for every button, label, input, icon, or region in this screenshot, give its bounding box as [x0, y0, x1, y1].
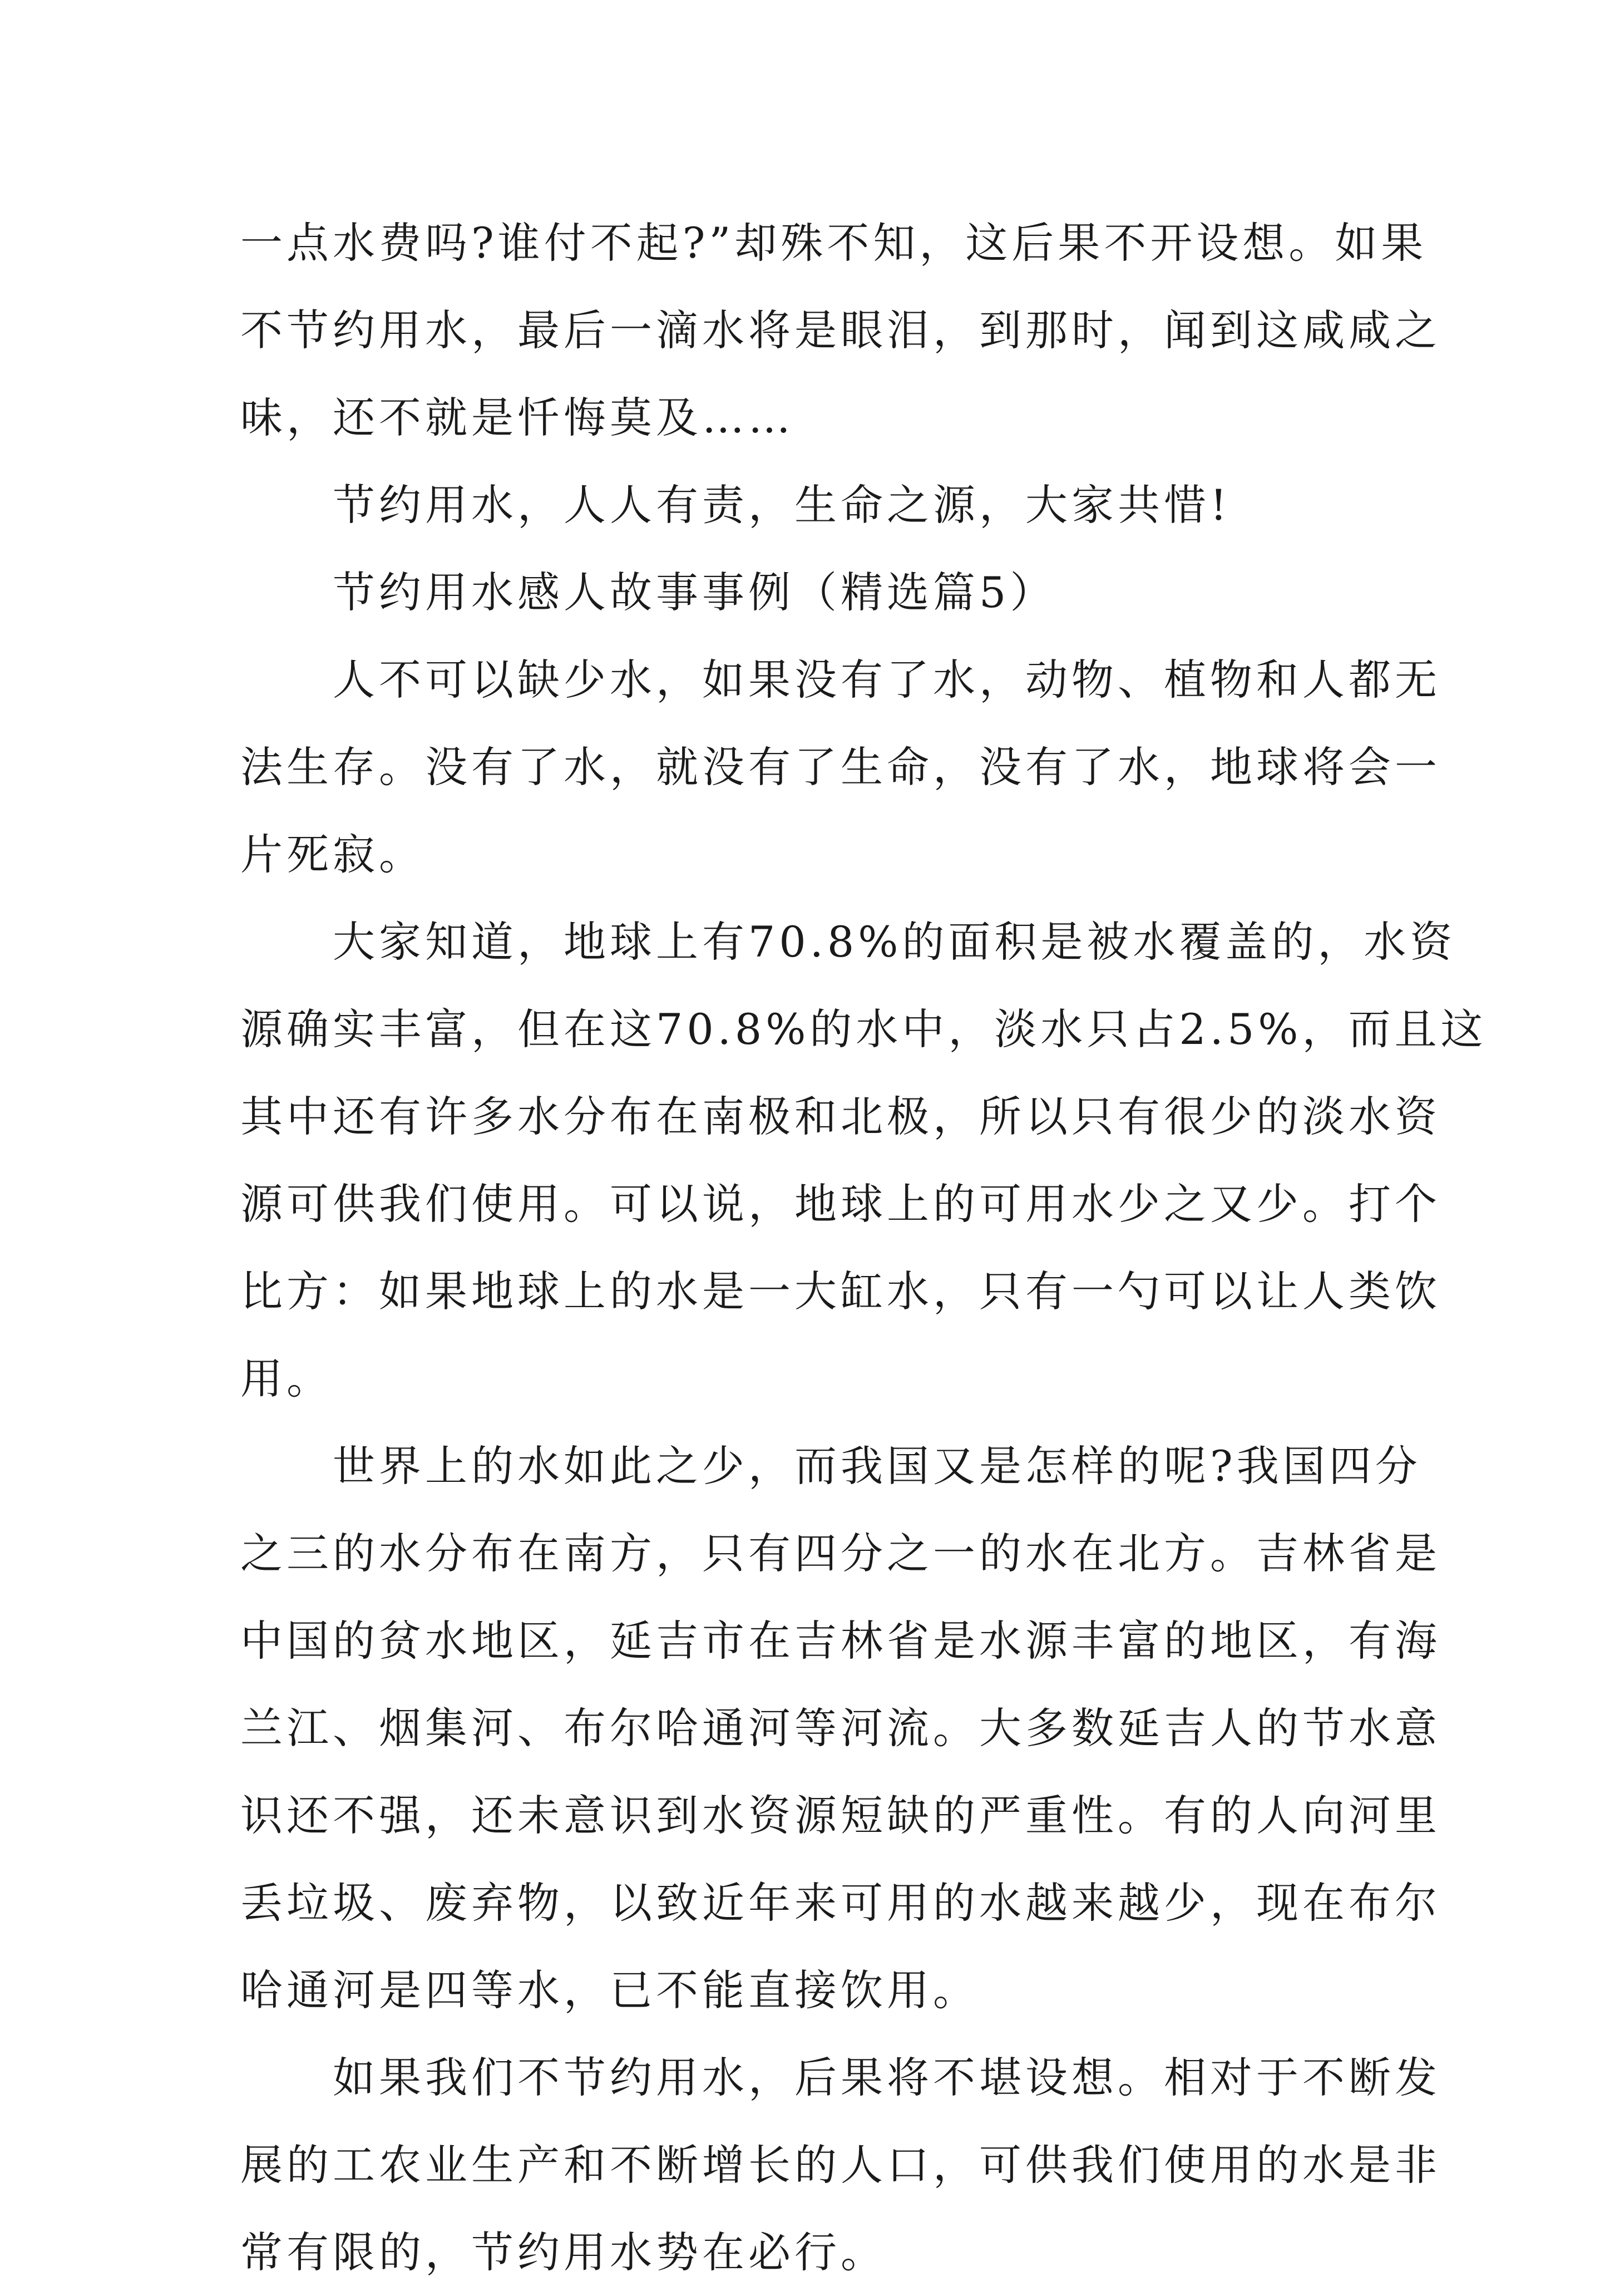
section-heading: 节约用水感人故事事例（精选篇5） — [240, 568, 1056, 617]
text-line: 不节约用水，最后一滴水将是眼泪，到那时，闻到这咸咸之 — [240, 306, 1441, 355]
article-body — [240, 199, 1487, 2296]
text-line: 识还不强，还未意识到水资源短缺的严重性。有的人向河里 — [240, 1791, 1441, 1840]
text-line: 一点水费吗?谁付不起?”却殊不知，这后果不开设想。如果 — [240, 218, 1428, 268]
text-line: 展的工农业生产和不断增长的人口，可供我们使用的水是非 — [240, 2140, 1441, 2190]
text-line: 片死寂。 — [240, 830, 425, 879]
text-line: 常有限的，节约用水势在必行。 — [240, 2228, 887, 2277]
text-line: 哈通河是四等水，已不能直接饮用。 — [240, 1965, 979, 2015]
text-line: 源可供我们使用。可以说，地球上的可用水少之又少。打个 — [240, 1179, 1441, 1229]
text-line: 人不可以缺少水，如果没有了水，动物、植物和人都无 — [240, 655, 1441, 704]
text-line: 源确实丰富，但在这70.8%的水中，淡水只占2.5%，而且这 — [240, 1004, 1487, 1054]
text-line: 用。 — [240, 1354, 333, 1403]
text-line: 其中还有许多水分布在南极和北极，所以只有很少的淡水资 — [240, 1092, 1441, 1141]
text-line: 中国的贫水地区，延吉市在吉林省是水源丰富的地区，有海 — [240, 1616, 1441, 1666]
slogan-line: 节约用水，人人有责，生命之源，大家共惜! — [240, 480, 1231, 530]
text-line: 丢垃圾、废弃物，以致近年来可用的水越来越少，现在布尔 — [240, 1878, 1441, 1928]
text-line: 法生存。没有了水，就没有了生命，没有了水，地球将会一 — [240, 742, 1441, 792]
text-line: 兰江、烟集河、布尔哈通河等河流。大多数延吉人的节水意 — [240, 1703, 1441, 1753]
text-line: 世界上的水如此之少，而我国又是怎样的呢?我国四分 — [240, 1441, 1421, 1491]
text-line: 比方：如果地球上的水是一大缸水，只有一勺可以让人类饮 — [240, 1267, 1441, 1316]
text-line: 味，还不就是忏悔莫及…… — [240, 393, 794, 442]
text-line: 如果我们不节约用水，后果将不堪设想。相对于不断发 — [240, 2053, 1441, 2102]
text-line: 之三的水分布在南方，只有四分之一的水在北方。吉林省是 — [240, 1529, 1441, 1578]
text-line: 大家知道，地球上有70.8%的面积是被水覆盖的，水资 — [240, 917, 1456, 967]
